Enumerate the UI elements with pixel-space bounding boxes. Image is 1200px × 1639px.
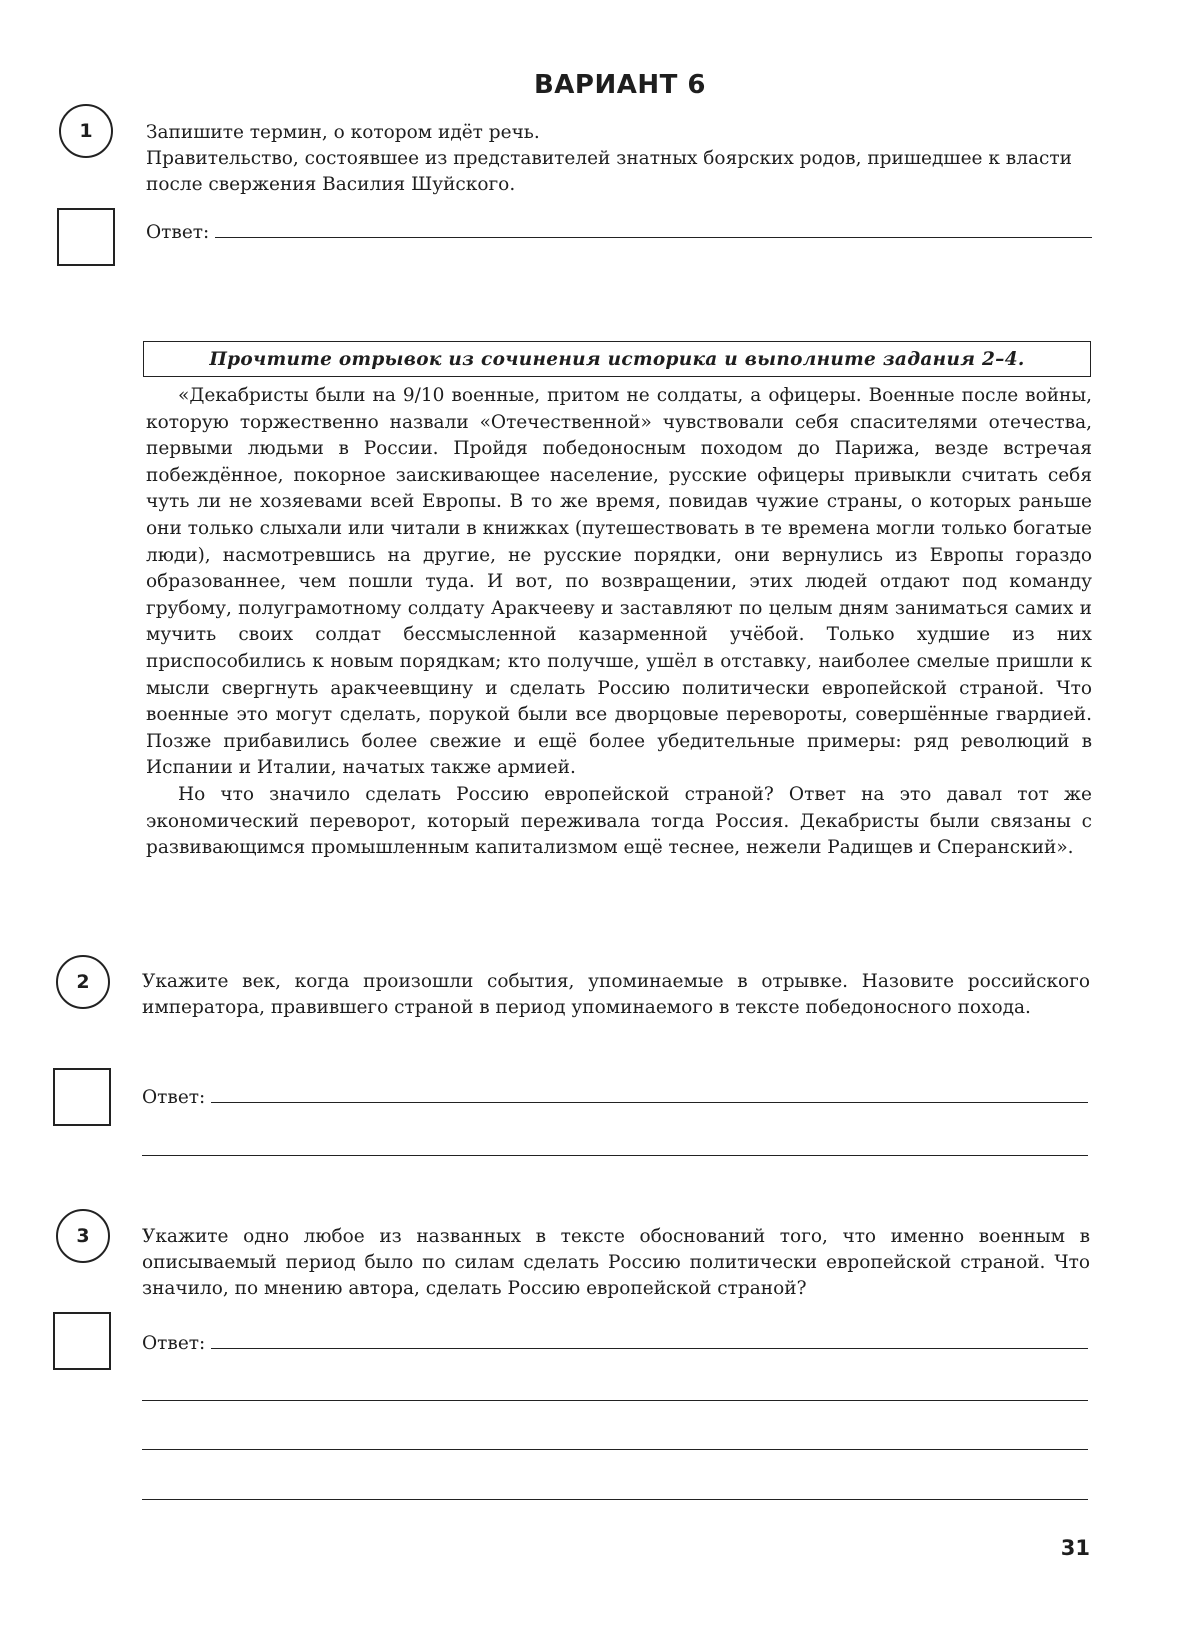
answer-line[interactable] — [215, 236, 1092, 238]
task-2-answer[interactable] — [142, 1087, 1088, 1108]
task-1-question — [146, 120, 1092, 198]
answer-extra-line[interactable] — [142, 1400, 1088, 1401]
task-1-number — [59, 104, 113, 158]
task-2-question: Укажите век, когда произошли события, упоминаемые в отрывке. Назовите российского императора, правившего страной в период упоминаемого в тексте победоносного похода. — [142, 971, 1090, 1018]
answer-extra-line[interactable] — [142, 1155, 1088, 1156]
passage-paragraph: Но что значило сделать Россию европейской страной? Ответ на это давал тот же экономический переворот, который переживала тогда Россия. Декабристы были связаны с развивающимся промышленным капитализмом ещё теснее, нежели Радищев и Сперанский». — [146, 783, 1092, 859]
task-3-question: Укажите одно любое из названных в тексте обоснований того, что именно военным в описываемый период было по силам сделать Россию политически европейской страной. Что значило, по мнению автора, сделать Россию европейской страной? — [142, 1226, 1090, 1299]
answer-extra-line[interactable] — [142, 1499, 1088, 1500]
task-3-answer[interactable] — [142, 1333, 1088, 1354]
task-3-number — [56, 1209, 110, 1263]
page-number: 31 — [1060, 1536, 1090, 1560]
task-2-number — [56, 955, 110, 1009]
task-1-question-line: Правительство, состоявшее из представителей знатных боярских родов, пришедшее к власти после свержения Василия Шуйского. — [146, 148, 1072, 195]
answer-extra-line[interactable] — [142, 1449, 1088, 1450]
task-1-question-line: Запишите термин, о котором идёт речь. — [146, 122, 540, 143]
task-1-answer-box[interactable] — [57, 208, 115, 266]
answer-line[interactable] — [211, 1347, 1088, 1349]
answer-label: Ответ: — [142, 1333, 206, 1354]
passage-instruction: Прочтите отрывок из сочинения историка и выполните задания 2–4. — [143, 341, 1091, 377]
page-title: ВАРИАНТ 6 — [533, 70, 706, 100]
answer-line[interactable] — [211, 1101, 1088, 1103]
passage-text — [146, 383, 1092, 862]
task-2-answer-box[interactable] — [53, 1068, 111, 1126]
task-2-number-label: 2 — [76, 971, 90, 993]
answer-label: Ответ: — [142, 1087, 206, 1108]
answer-label: Ответ: — [146, 222, 210, 243]
task-1-number-label: 1 — [79, 120, 93, 142]
task-1-answer[interactable] — [146, 222, 1092, 243]
task-3-number-label: 3 — [76, 1225, 90, 1247]
task-3-answer-box[interactable] — [53, 1312, 111, 1370]
passage-paragraph: «Декабристы были на 9/10 военные, притом не солдаты, а офицеры. Военные после войны, которую торжественно назвали «Отечественной» чувствовали себя спасителями отечества, первыми людьми в России. Пройдя победоносным походом до Парижа, везде встречая побеждённое, покорное заискивающее население, русские офицеры привыкли считать себя чуть ли не хозяевами всей Европы. В то же время, повидав чужие страны, о которых раньше они только слыхали или читали в книжках (путешествовать в те времена могли только богатые люди), насмотревшись на другие, не русские порядки, они вернулись из Европы гораздо образованнее, чем пошли туда. И вот, по возвращении, этих людей отдают под команду грубому, полуграмотному солдату Аракчееву и заставляют по целым дням заниматься самих и мучить своих солдат бессмысленной казарменной учёбой. Только худшие из них приспособились к новым порядкам; кто получше, ушёл в отставку, наиболее смелые пришли к мысли свергнуть аракчеевщину и сделать Россию политически европейской страной. Что военные это могут сделать, порукой были все дворцовые перевороты, совершённые гвардией. Позже прибавились более свежие и ещё более убедительные примеры: ряд революций в Испании и Италии, начатых также армией. — [146, 385, 1092, 779]
